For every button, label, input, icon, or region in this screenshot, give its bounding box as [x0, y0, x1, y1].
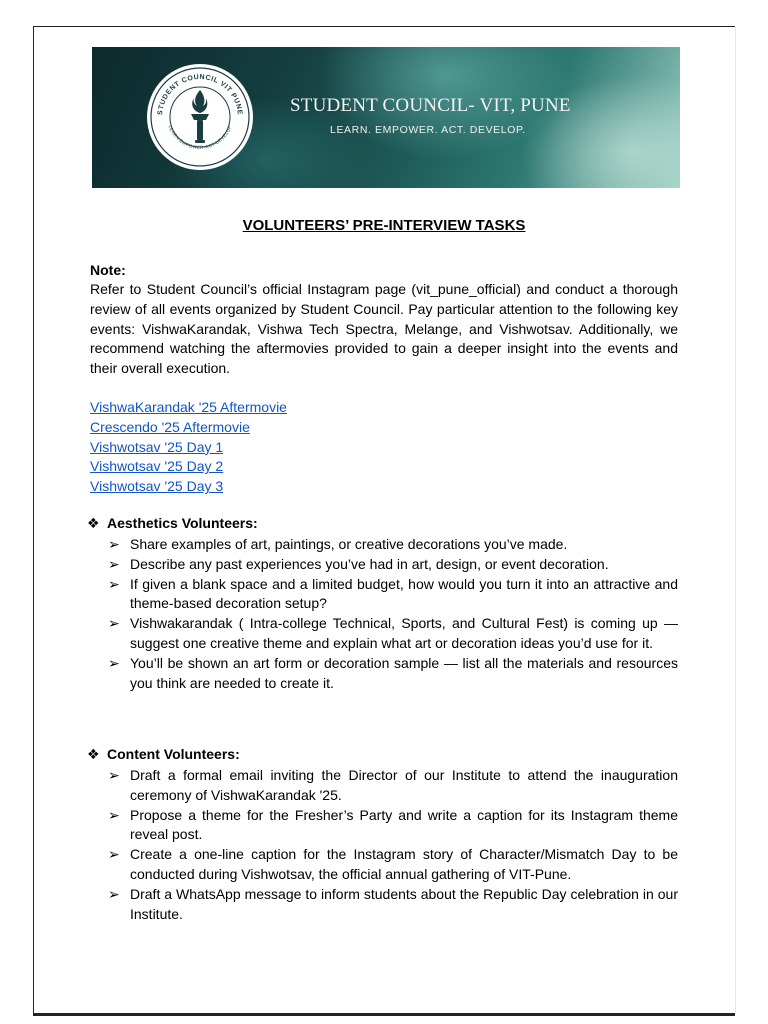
arrow-bullet-icon: ➢ — [108, 575, 120, 592]
link-vishwakarandak-aftermovie[interactable]: VishwaKarandak '25 Aftermovie — [90, 399, 287, 415]
banner-tagline: LEARN. EMPOWER. ACT. DEVELOP. — [330, 124, 526, 136]
list-item: ➢ Draft a formal email inviting the Director of our Institute to attend the inauguration ceremony of VishwaKarandak '25. — [108, 767, 678, 803]
banner-title: STUDENT COUNCIL- VIT, PUNE — [290, 95, 571, 116]
list-item: ➢ Describe any past experiences you’ve had in art, design, or event decoration. — [108, 555, 678, 575]
arrow-bullet-icon: ➢ — [108, 555, 120, 572]
arrow-bullet-icon: ➢ — [108, 846, 120, 863]
document-title: VOLUNTEERS’ PRE-INTERVIEW TASKS — [242, 217, 526, 234]
arrow-bullet-icon: ➢ — [108, 885, 120, 902]
link-vishwotsav-day-1[interactable]: Vishwotsav '25 Day 1 — [90, 438, 224, 455]
note-text: Refer to Student Council’s official Instagram page (vit_pune_official) and conduct a thorough review of all events organized by Student Council. Pay particular attention to the following key events: VishwaKarandak, Vishwa Tech Spectra, Melange, and Vishwotsav. Additionally, we recommend watching the aftermovies provided to gain a deeper insight into the events and their overall execution. — [90, 281, 678, 377]
arrow-bullet-icon: ➢ — [108, 536, 120, 552]
list-item: ➢ You’ll be shown an art form or decoration sample — list all the materials and resources you think are needed to create it. — [108, 654, 678, 691]
link-vishwotsav-day-3[interactable]: Vishwotsav '25 Day 3 — [90, 478, 224, 495]
diamond-bullet-icon: ❖ — [87, 515, 100, 531]
list-item: ➢ Draft a WhatsApp message to inform students about the Republic Day celebration in our Institute. — [108, 885, 678, 922]
link-vishwotsav-day-2[interactable]: Vishwotsav '25 Day 2 — [90, 458, 224, 475]
link-crescendo-aftermovie[interactable]: Crescendo '25 Aftermovie — [90, 418, 250, 435]
section-heading-aesthetics — [87, 515, 258, 532]
section-heading-content — [87, 746, 240, 763]
section-heading-text: Aesthetics Volunteers: — [107, 515, 258, 531]
aftermovie-links — [90, 398, 287, 497]
list-item: ➢ If given a blank space and a limited budget, how would you turn it into an attractive and theme-based decoration setup? — [108, 575, 678, 612]
section-heading-text: Content Volunteers: — [107, 746, 240, 762]
logo-ring-top-text: STUDENT COUNCIL VIT PUNE — [156, 73, 244, 116]
note-label: Note: — [90, 262, 126, 278]
arrow-bullet-icon: ➢ — [108, 806, 120, 823]
list-item: ➢ Vishwakarandak ( Intra-college Technical, Sports, and Cultural Fest) is coming up — suggest one creative theme and explain what art or decoration ideas you’d use for it. — [108, 615, 678, 651]
logo-ring-bottom-text: LEARN-EMPOWER-ACT-DEVELOP — [167, 124, 233, 150]
diamond-bullet-icon: ❖ — [87, 746, 100, 762]
header-banner — [92, 47, 680, 188]
arrow-bullet-icon: ➢ — [108, 615, 120, 632]
list-item: ➢ Propose a theme for the Fresher’s Party and write a caption for its Instagram theme reveal post. — [108, 806, 678, 843]
list-item: ➢ Share examples of art, paintings, or creative decorations you’ve made. — [108, 535, 678, 555]
aesthetics-task-list — [108, 535, 678, 693]
content-task-list — [108, 766, 678, 924]
list-item: ➢ Create a one-line caption for the Instagram story of Character/Mismatch Day to be conducted during Vishwotsav, the official annual gathering of VIT-Pune. — [108, 846, 678, 882]
arrow-bullet-icon: ➢ — [108, 654, 120, 671]
arrow-bullet-icon: ➢ — [108, 767, 120, 783]
student-council-logo — [146, 58, 254, 176]
